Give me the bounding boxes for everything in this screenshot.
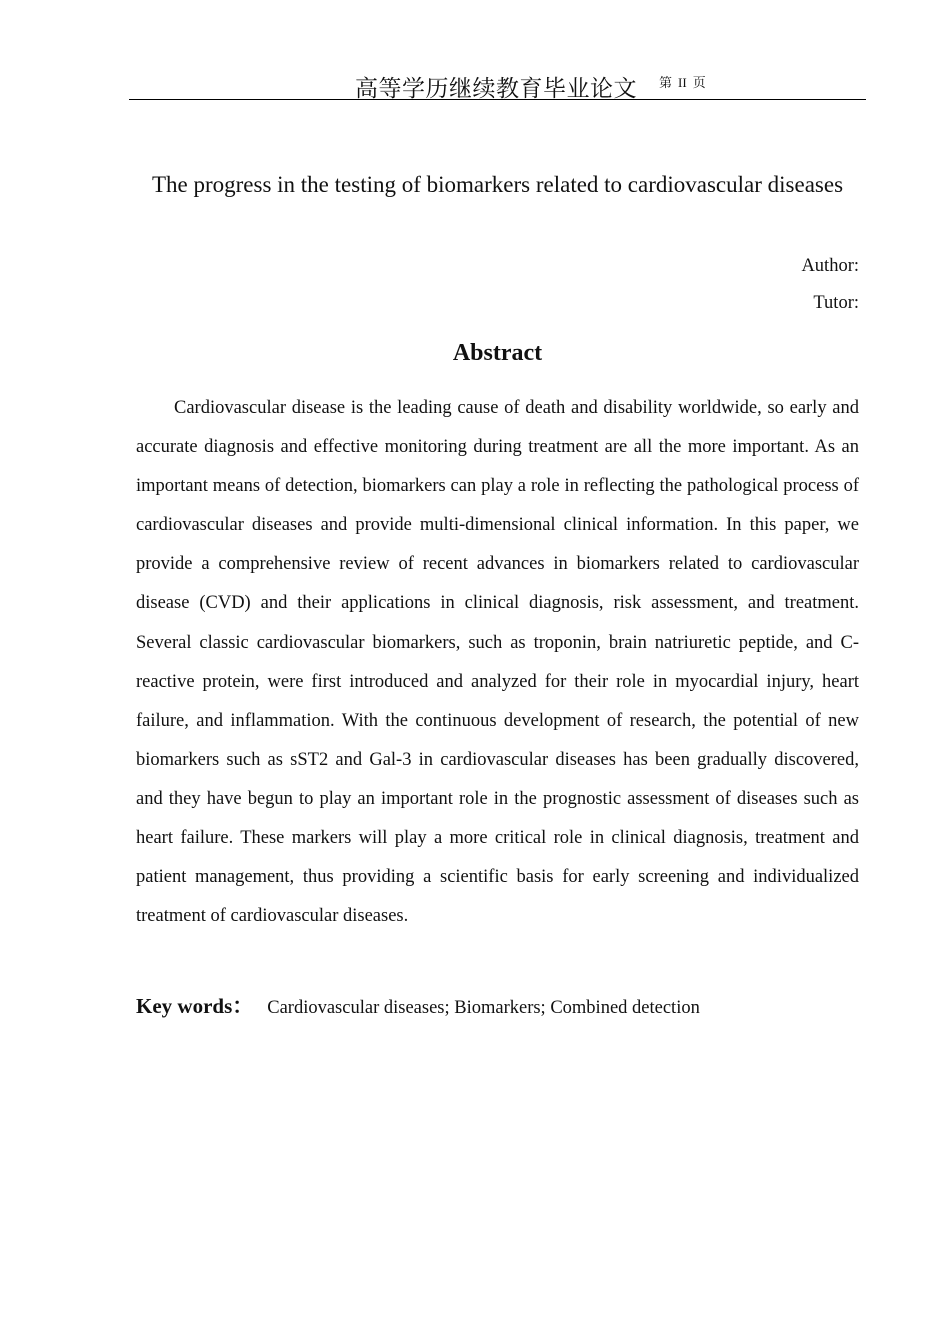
abstract-body: Cardiovascular disease is the leading cause of death and disability worldwide, so early and accurate diagnosis and effective monitoring during treatment are all the more important. As an important means of detection, biomarkers can play a role in reflecting the pathological process of cardiovascular diseases and provide multi-dimensional clinical information. In this paper, we provide a comprehensive review of recent advances in biomarkers related to cardiovascular disease (CVD) and their applications in clinical diagnosis, risk assessment, and treatment. Several classic cardiovascular biomarkers, such as troponin, brain natriuretic peptide, and C-reactive protein, were first introduced and analyzed for their role in myocardial injury, heart failure, and inflammation. With the continuous development of research, the potential of new biomarkers such as sST2 and Gal-3 in cardiovascular diseases has been gradually discovered, and they have begun to play an important role in the prognostic assessment of diseases such as heart failure. These markers will play a more critical role in clinical diagnosis, treatment and patient management, thus providing a scientific basis for early screening and individualized treatment of cardiovascular diseases. bbox=[136, 398, 859, 927]
keywords bbox=[136, 990, 859, 1020]
header-page-number bbox=[659, 72, 706, 91]
tutor-label: Tutor: bbox=[813, 293, 859, 313]
header-title: 高等学历继续教育毕业论文 bbox=[355, 76, 637, 102]
keywords-separator: ： bbox=[232, 994, 254, 1018]
page-suffix: 页 bbox=[692, 76, 706, 91]
page-prefix: 第 bbox=[659, 76, 673, 91]
page-header bbox=[129, 66, 866, 100]
page-number: II bbox=[678, 75, 687, 90]
keywords-label: Key words bbox=[136, 994, 233, 1018]
paper-title: The progress in the testing of biomarkers related to cardiovascular diseases bbox=[151, 172, 844, 197]
abstract-heading: Abstract bbox=[452, 340, 543, 366]
author-label: Author: bbox=[801, 256, 859, 276]
keywords-text: Cardiovascular diseases; Biomarkers; Combined detection bbox=[267, 998, 700, 1018]
